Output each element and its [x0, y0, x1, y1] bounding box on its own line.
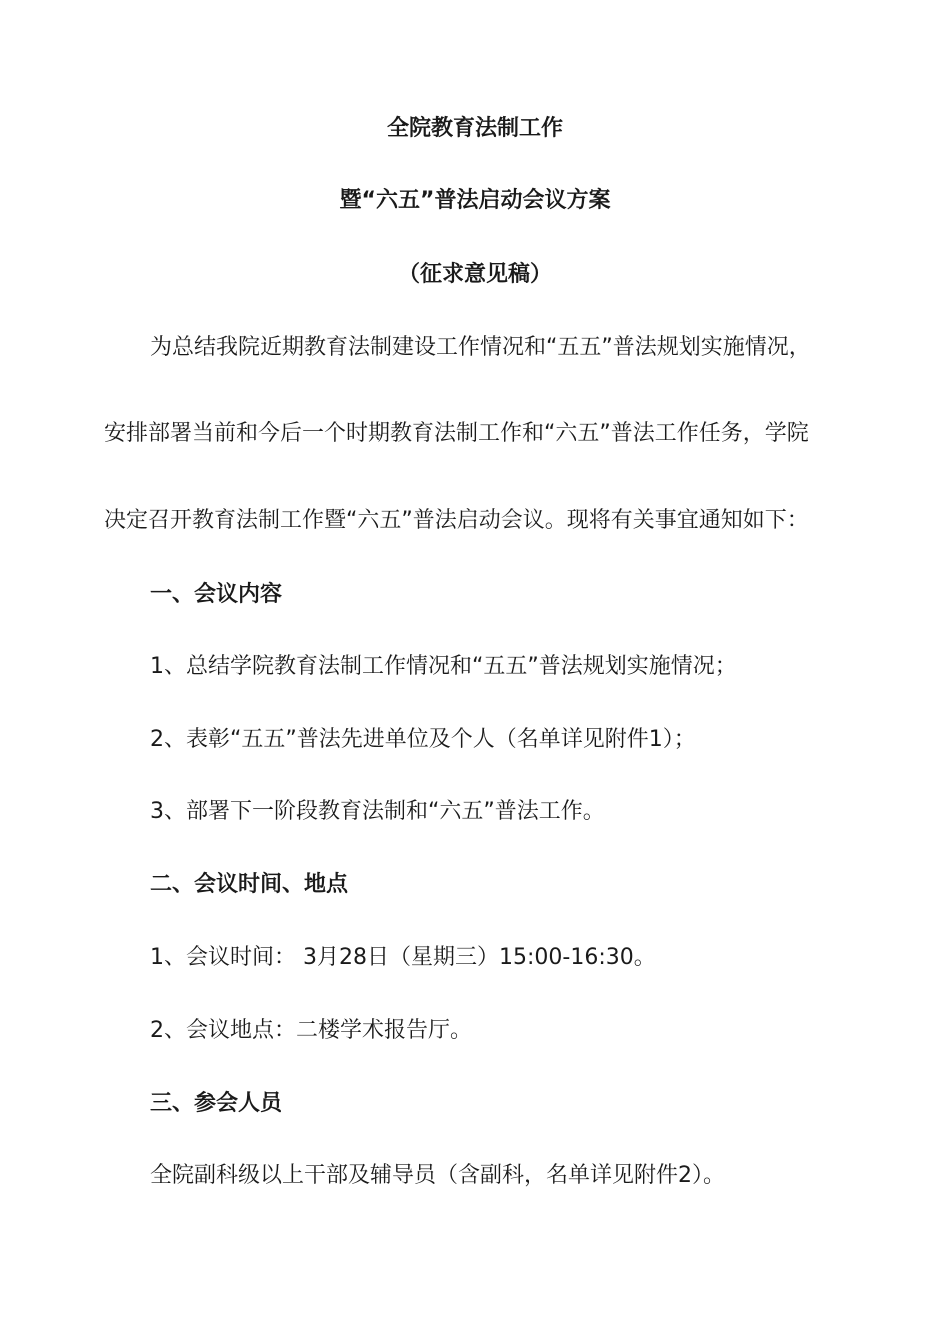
list-item: 2、表彰“五五”普法先进单位及个人（名单详见附件1）； — [150, 727, 696, 752]
draft-notice: （征求意见稿） — [397, 262, 552, 287]
meeting-location: 2、会议地点：二楼学术报告厅。 — [150, 1018, 472, 1043]
list-item: 1、总结学院教育法制工作情况和“五五”普法规划实施情况； — [150, 654, 737, 679]
section-heading-attendees: 三、参会人员 — [150, 1091, 283, 1116]
intro-paragraph-line-1: 为总结我院近期教育法制建设工作情况和“五五”普法规划实施情况， — [150, 335, 811, 360]
intro-paragraph-line-3: 决定召开教育法制工作暨“六五”普法启动会议。现将有关事宜通知如下： — [104, 508, 809, 533]
section-heading-time-location: 二、会议时间、地点 — [150, 872, 349, 897]
document-subtitle: 暨“六五”普法启动会议方案 — [339, 188, 611, 213]
intro-paragraph-line-2: 安排部署当前和今后一个时期教育法制工作和“六五”普法工作任务，学院 — [104, 421, 809, 446]
list-item: 3、部署下一阶段教育法制和“六五”普法工作。 — [150, 799, 605, 824]
attendees-text: 全院副科级以上干部及辅导员（含副科，名单详见附件2）。 — [150, 1163, 725, 1188]
meeting-time: 1、会议时间： 3月28日（星期三）15:00-16:30。 — [150, 945, 656, 970]
section-heading-meeting-content: 一、会议内容 — [150, 582, 283, 607]
document-title: 全院教育法制工作 — [386, 116, 563, 141]
